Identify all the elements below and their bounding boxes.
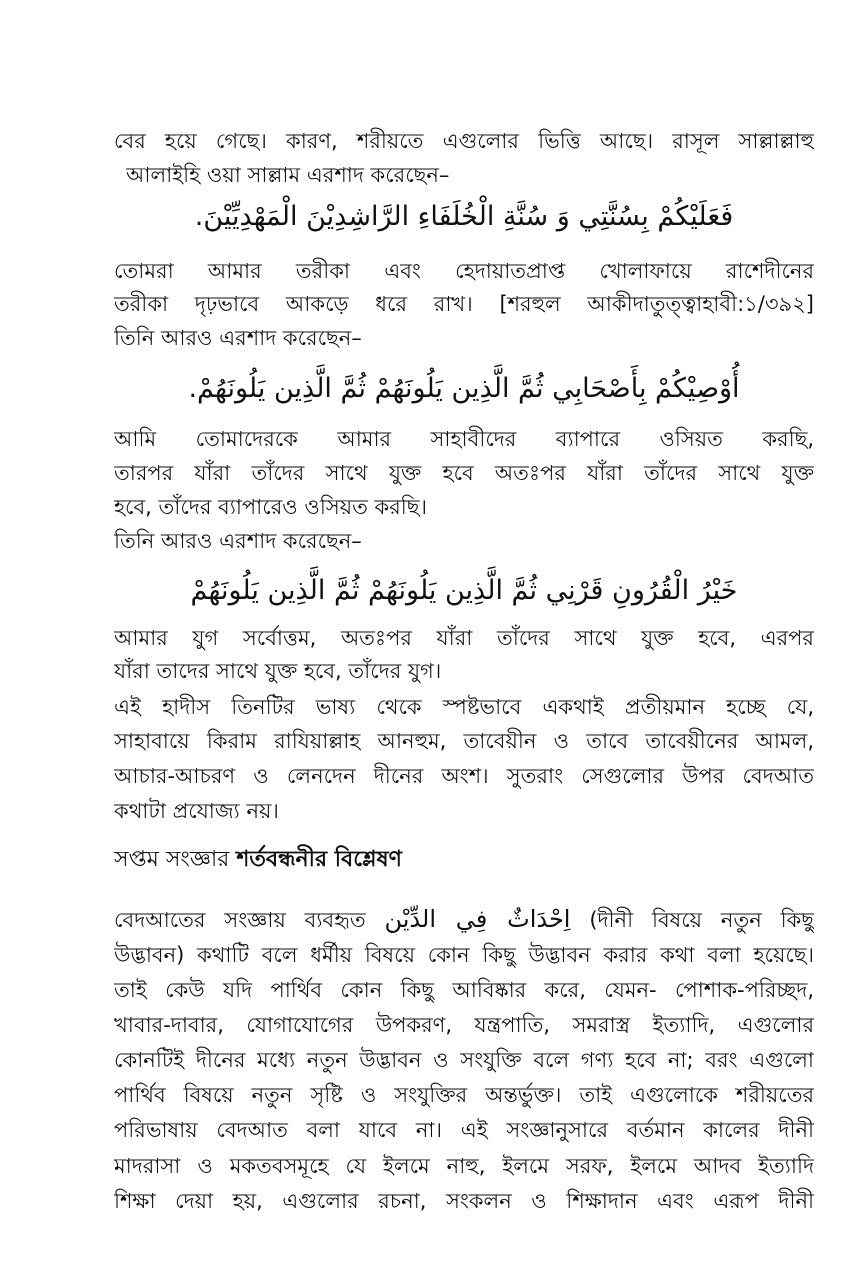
- text-line: তারপর যাঁরা তাঁদের সাথে যুক্ত হবে অতঃপর যাঁরা তাঁদের সাথে যুক্ত: [114, 461, 814, 485]
- text-line: কোনটিই দীনের মধ্যে নতুন উদ্ভাবন ও সংযুক্তি বলে গণ্য হবে না; বরং এগুলো: [114, 1048, 814, 1072]
- text-line: শিক্ষা দেয়া হয়, এগুলোর রচনা, সংকলন ও শিক্ষাদান এবং এরূপ দীনী: [114, 1189, 814, 1213]
- text-line: তাই কেউ যদি পার্থিব কোন কিছু আবিষ্কার করে, যেমন- পোশাক-পরিচ্ছদ,: [114, 978, 814, 1002]
- text-line: কথাটা প্রযোজ্য নয়।: [114, 799, 279, 823]
- text-line: আমি তোমাদেরকে আমার সাহাবীদের ব্যাপারে ওসিয়ত করছি,: [114, 427, 814, 451]
- arabic-hadith-2: أُوْصِيْكُمْ بِأَصْحَابِي ثُمَّ الَّذِين يَلُونَهُمْ ثُمَّ الَّذِين يَلُونَهُمْ.: [188, 373, 740, 404]
- text-line: আচার-আচরণ ও লেনদেন দীনের অংশ। সুতরাং সেগুলোর উপর বেদআত: [114, 764, 814, 788]
- text-line: তোমরা আমার তরীকা এবং হেদায়াতপ্রাপ্ত খোলাফায়ে রাশেদীনের: [114, 259, 814, 283]
- text-line: [114, 904, 814, 935]
- text-line: তিনি আরও এরশাদ করেছেন–: [114, 529, 362, 553]
- text-line: খাবার-দাবার, যোগাযোগের উপকরণ, যন্ত্রপাতি, সমরাস্ত্র ইত্যাদি, এগুলোর: [114, 1013, 814, 1037]
- inline-arabic-term: اِحْدَاثٌ فِي الدِّيْنِ: [384, 905, 571, 933]
- text-line: আমার যুগ সর্বোত্তম, অতঃপর যাঁরা তাঁদের সাথে যুক্ত হবে, এরপর: [114, 626, 814, 650]
- text-line: তরীকা দৃঢ়ভাবে আকড়ে ধরে রাখ। [শরহুল আকীদাতুত্ত্বাহাবী:১/৩৯২]: [114, 292, 814, 316]
- text-line: যাঁরা তাদের সাথে যুক্ত হবে, তাঁদের যুগ।: [114, 659, 442, 683]
- arabic-hadith-1: فَعَلَيْكُمْ بِسُنَّتِي وَ سُنَّةِ الْخُلَفَاءِ الرَّاشِدِيْنَ الْمَهْدِيِّيْنَ.: [194, 201, 734, 232]
- text-line: পরিভাষায় বেদআত বলা যাবে না। এই সংজ্ঞানুসারে বর্তমান কালের দীনী: [114, 1118, 814, 1142]
- text-fragment: (দীনী বিষয়ে নতুন কিছু: [570, 908, 814, 932]
- section-heading: [114, 844, 814, 876]
- text-line: হবে, তাঁদের ব্যাপারেও ওসিয়ত করছি।: [114, 495, 428, 519]
- text-line: মাদরাসা ও মকতবসমূহে যে ইলমে নাহু, ইলমে সরফ, ইলমে আদব ইত্যাদি: [114, 1154, 814, 1178]
- text-line: পার্থিব বিষয়ে নতুন সৃষ্টি ও সংযুক্তির অন্তর্ভুক্ত। তাই এগুলোকে শরীয়তের: [114, 1083, 814, 1107]
- text-line: তিনি আরও এরশাদ করেছেন–: [114, 326, 362, 350]
- section-heading-part: সপ্তম সংজ্ঞার: [114, 847, 237, 872]
- text-line: উদ্ভাবন) কথাটি বলে ধর্মীয় বিষয়ে কোন কিছু উদ্ভাবন করার কথা বলা হয়েছে।: [114, 943, 814, 967]
- section-heading-part: শর্তবন্ধনীর বিশ্লেষণ: [236, 847, 402, 872]
- text-line: আলাইহি ওয়া সাল্লাম এরশাদ করেছেন–: [126, 163, 450, 187]
- text-line: এই হাদীস তিনটির ভাষ্য থেকে স্পষ্টভাবে একথাই প্রতীয়মান হচ্ছে যে,: [114, 695, 814, 719]
- text-line: বের হয়ে গেছে। কারণ, শরীয়তে এগুলোর ভিত্তি আছে। রাসূল সাল্লাল্লাহু: [114, 129, 814, 153]
- arabic-hadith-3: خَيْرُ الْقُرُونِ قَرْنِي ثُمَّ الَّذِين يَلُونَهُمْ ثُمَّ الَّذِين يَلُونَهُمْ: [190, 575, 738, 606]
- text-line: সাহাবায়ে কিরাম রাযিয়াল্লাহ আনহুম, তাবেয়ীন ও তাবে তাবেয়ীনের আমল,: [114, 729, 814, 753]
- text-fragment: বেদআতের সংজ্ঞায় ব্যবহৃত: [114, 908, 385, 932]
